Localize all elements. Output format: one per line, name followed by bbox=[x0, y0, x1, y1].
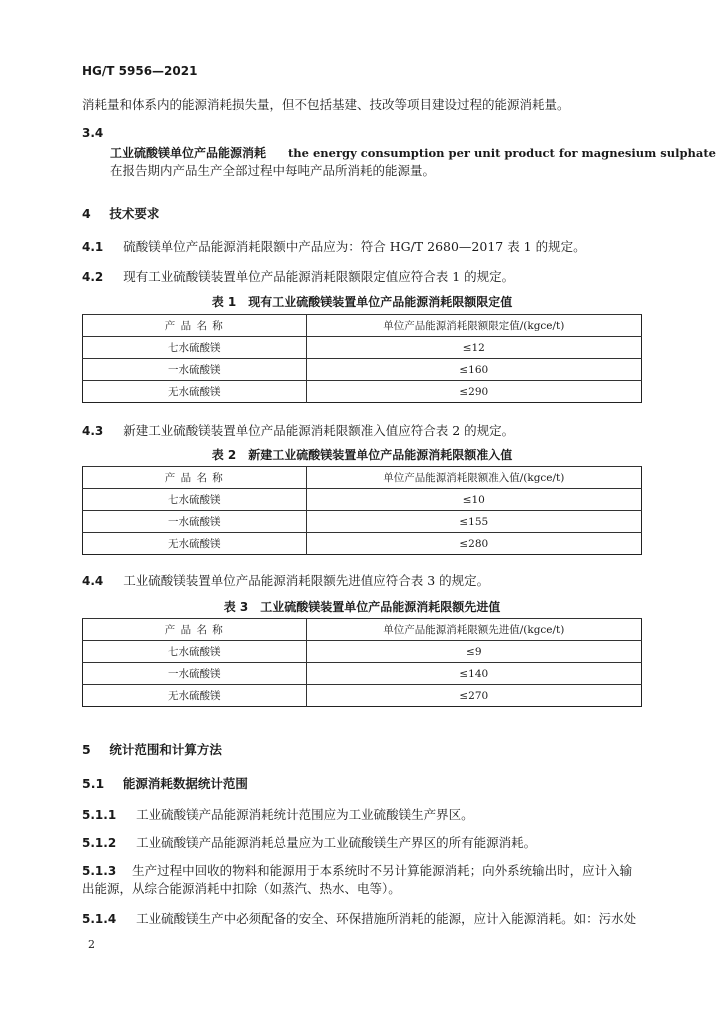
col-product-name: 产 品 名 称 bbox=[83, 467, 307, 489]
value-cell: ≤140 bbox=[306, 663, 641, 685]
clause-3-4-number: 3.4 bbox=[82, 126, 104, 140]
clause-5-1-1-text: 工业硫酸镁产品能源消耗统计范围应为工业硫酸镁生产界区。 bbox=[136, 807, 474, 822]
table-1-caption: 表 1 现有工业硫酸镁装置单位产品能源消耗限额限定值 bbox=[211, 295, 513, 309]
table-row bbox=[83, 489, 642, 511]
standard-number: HG/T 5956—2021 bbox=[82, 64, 198, 78]
clause-5-1-3 bbox=[82, 862, 632, 880]
value-cell: ≤9 bbox=[306, 641, 641, 663]
clause-4-1-text: 硫酸镁单位产品能源消耗限额中产品应为：符合 HG/T 2680—2017 表 1 的规定。 bbox=[123, 239, 586, 254]
table-row bbox=[83, 685, 642, 707]
product-name-cell: 七水硫酸镁 bbox=[83, 641, 307, 663]
table-row bbox=[83, 381, 642, 403]
table-row bbox=[83, 337, 642, 359]
section-5-heading bbox=[82, 740, 222, 758]
clause-4-4-text: 工业硫酸镁装置单位产品能源消耗限额先进值应符合表 3 的规定。 bbox=[123, 573, 490, 588]
clause-5-1-1 bbox=[82, 806, 474, 824]
col-limit-value: 单位产品能源消耗限额限定值/(kgce/t) bbox=[306, 315, 641, 337]
value-cell: ≤160 bbox=[306, 359, 641, 381]
table-1 bbox=[82, 314, 642, 403]
term-3-4-definition: 在报告期内产品生产全部过程中每吨产品所消耗的能源量。 bbox=[110, 163, 436, 178]
term-english: the energy consumption per unit product for magnesium sulphate bbox=[287, 146, 716, 160]
clause-5-1-3-number: 5.1.3 bbox=[82, 864, 117, 878]
page-number: 2 bbox=[88, 938, 95, 951]
table-header-row bbox=[83, 619, 642, 641]
clause-4-4 bbox=[82, 572, 489, 590]
clause-5-1-4 bbox=[82, 910, 636, 928]
clause-4-3-number: 4.3 bbox=[82, 424, 104, 438]
table-row bbox=[83, 533, 642, 555]
clause-4-2-number: 4.2 bbox=[82, 270, 104, 284]
clause-4-1-number: 4.1 bbox=[82, 240, 104, 254]
continuation-text: 消耗量和体系内的能源消耗损失量，但不包括基建、技改等项目建设过程的能源消耗量。 bbox=[82, 97, 570, 112]
product-name-cell: 七水硫酸镁 bbox=[83, 337, 307, 359]
value-cell: ≤155 bbox=[306, 511, 641, 533]
table-row bbox=[83, 511, 642, 533]
subsection-5-1-heading bbox=[82, 774, 248, 792]
col-product-name: 产 品 名 称 bbox=[83, 619, 307, 641]
term-chinese: 工业硫酸镁单位产品能源消耗 bbox=[110, 146, 267, 160]
section-4-title: 技术要求 bbox=[109, 206, 160, 221]
term-3-4 bbox=[110, 144, 716, 162]
table-2-caption: 表 2 新建工业硫酸镁装置单位产品能源消耗限额准入值 bbox=[211, 448, 513, 462]
section-4-heading bbox=[82, 204, 159, 222]
product-name-cell: 无水硫酸镁 bbox=[83, 381, 307, 403]
value-cell: ≤290 bbox=[306, 381, 641, 403]
product-name-cell: 七水硫酸镁 bbox=[83, 489, 307, 511]
section-5-title: 统计范围和计算方法 bbox=[109, 742, 222, 757]
subsection-5-1-number: 5.1 bbox=[82, 776, 105, 791]
clause-5-1-2-number: 5.1.2 bbox=[82, 836, 117, 850]
clause-4-1 bbox=[82, 238, 586, 256]
value-cell: ≤280 bbox=[306, 533, 641, 555]
product-name-cell: 一水硫酸镁 bbox=[83, 359, 307, 381]
table-3-caption: 表 3 工业硫酸镁装置单位产品能源消耗限额先进值 bbox=[223, 600, 501, 614]
col-entry-value: 单位产品能源消耗限额准入值/(kgce/t) bbox=[306, 467, 641, 489]
clause-4-2 bbox=[82, 268, 514, 286]
product-name-cell: 无水硫酸镁 bbox=[83, 533, 307, 555]
product-name-cell: 一水硫酸镁 bbox=[83, 663, 307, 685]
value-cell: ≤270 bbox=[306, 685, 641, 707]
clause-5-1-4-number: 5.1.4 bbox=[82, 912, 117, 926]
product-name-cell: 无水硫酸镁 bbox=[83, 685, 307, 707]
clause-5-1-4-text: 工业硫酸镁生产中必须配备的安全、环保措施所消耗的能源，应计入能源消耗。如：污水处 bbox=[136, 911, 637, 926]
table-header-row bbox=[83, 315, 642, 337]
table-2 bbox=[82, 466, 642, 555]
value-cell: ≤10 bbox=[306, 489, 641, 511]
section-4-number: 4 bbox=[82, 206, 91, 221]
table-row bbox=[83, 663, 642, 685]
table-row bbox=[83, 359, 642, 381]
clause-4-3-text: 新建工业硫酸镁装置单位产品能源消耗限额准入值应符合表 2 的规定。 bbox=[123, 423, 515, 438]
col-product-name: 产 品 名 称 bbox=[83, 315, 307, 337]
table-row bbox=[83, 641, 642, 663]
col-advanced-value: 单位产品能源消耗限额先进值/(kgce/t) bbox=[306, 619, 641, 641]
section-5-number: 5 bbox=[82, 742, 91, 757]
value-cell: ≤12 bbox=[306, 337, 641, 359]
clause-4-2-text: 现有工业硫酸镁装置单位产品能源消耗限额限定值应符合表 1 的规定。 bbox=[123, 269, 515, 284]
product-name-cell: 一水硫酸镁 bbox=[83, 511, 307, 533]
subsection-5-1-title: 能源消耗数据统计范围 bbox=[122, 776, 248, 791]
clause-4-3 bbox=[82, 422, 514, 440]
clause-5-1-3-line1: 生产过程中回收的物料和能源用于本系统时不另计算能源消耗；向外系统输出时，应计入输 bbox=[132, 863, 633, 878]
clause-5-1-2-text: 工业硫酸镁产品能源消耗总量应为工业硫酸镁生产界区的所有能源消耗。 bbox=[136, 835, 537, 850]
table-3 bbox=[82, 618, 642, 707]
clause-4-4-number: 4.4 bbox=[82, 574, 104, 588]
clause-5-1-2 bbox=[82, 834, 536, 852]
clause-5-1-3-line2: 出能源，从综合能源消耗中扣除（如蒸汽、热水、电等）。 bbox=[82, 881, 401, 896]
table-header-row bbox=[83, 467, 642, 489]
clause-5-1-1-number: 5.1.1 bbox=[82, 808, 117, 822]
